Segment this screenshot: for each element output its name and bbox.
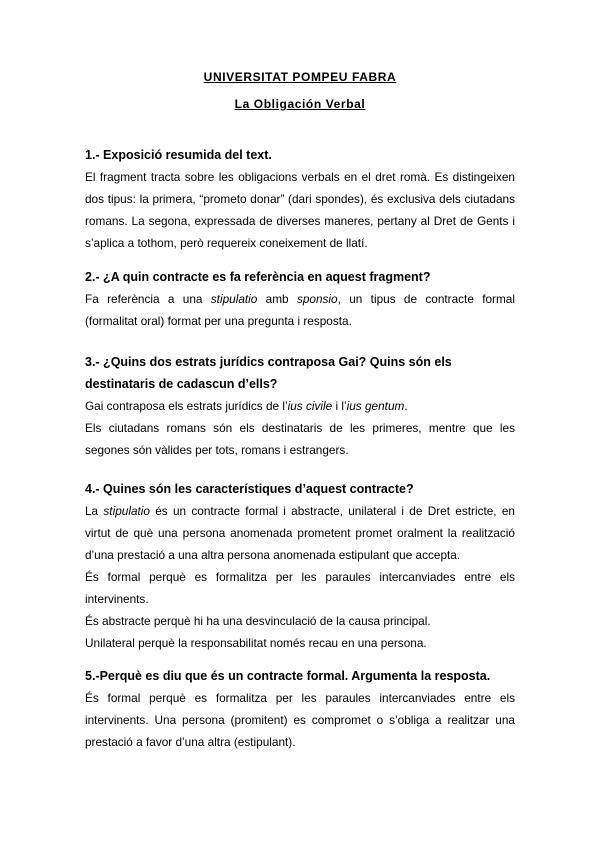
section-3-para-1 xyxy=(85,395,515,417)
s3-term-ius-civile: ius civile xyxy=(287,399,333,413)
s2-term-stipulatio: stipulatio xyxy=(210,292,258,306)
section-4-para-3: És abstracte perquè hi ha una desvinculació de la causa principal. xyxy=(85,614,431,628)
s4-text-b: és un contracte formal i abstracte, unilateral i de Dret estricte, en virtut de què una persona anomenada prometent promet oralment la realització d’una prestació a una altra persona anomenada estipulant que accepta. xyxy=(85,504,515,562)
s3-text-a: Gai contraposa els estrats jurídics de l’ xyxy=(85,399,288,413)
section-4-heading: 4.- Quines són les característiques d’aquest contracte? xyxy=(85,482,414,496)
s2-text-b: amb xyxy=(257,292,297,306)
section-2-body xyxy=(85,288,515,332)
s3-text-c: . xyxy=(404,399,408,413)
section-1-heading: 1.- Exposició resumida del text. xyxy=(85,148,272,162)
university-title: UNIVERSITAT POMPEU FABRA xyxy=(203,70,397,84)
section-2 xyxy=(85,266,515,332)
section-3-heading: 3.- ¿Quins dos estrats jurídics contraposa Gai? Quins són els destinataris de cadascun d’ells? xyxy=(85,355,452,391)
section-1-body: El fragment tracta sobre les obligacions verbals en el dret romà. Es distingeixen dos tipus: la primera, “prometo donar” (dari spondes), és exclusiva dels ciutadans romans. La segona, expressada de diverses maneres, pertany al Dret de Gents i s’aplica a tothom, però requereix coneixement de llatí. xyxy=(85,170,515,250)
s3-term-ius-gentum: ius gentum xyxy=(346,399,405,413)
section-1 xyxy=(85,144,515,254)
section-4 xyxy=(85,478,515,654)
document-subtitle: La Obligación Verbal xyxy=(234,97,366,111)
s2-text-a: Fa referència a una xyxy=(85,292,211,306)
s2-text-c: , un tipus de contracte formal (formalitat oral) format per una pregunta i resposta. xyxy=(85,292,515,328)
section-4-para-2: És formal perquè es formalitza per les paraules intercanviades entre els intervinents. xyxy=(85,570,515,606)
section-5-heading: 5.-Perquè es diu que és un contracte formal. Argumenta la resposta. xyxy=(85,669,491,683)
section-5-body: És formal perquè es formalitza per les paraules intercanviades entre els intervinents. Una persona (promitent) es compromet o s’obliga a realitzar una prestació a favor d’una altra (estipulant). xyxy=(85,691,515,749)
section-4-para-4: Unilateral perquè la responsabilitat només recau en una persona. xyxy=(85,636,427,650)
section-2-heading: 2.- ¿A quin contracte es fa referència en aquest fragment? xyxy=(85,270,431,284)
section-3 xyxy=(85,351,515,461)
section-5 xyxy=(85,665,515,753)
section-4-para-1 xyxy=(85,500,515,566)
s2-term-sponsio: sponsio xyxy=(296,292,338,306)
s3-text-b: i l’ xyxy=(332,399,347,413)
section-3-para-2: Els ciutadans romans són els destinataris de les primeres, mentre que les segones són vàlides per tots, romans i estrangers. xyxy=(85,421,515,457)
s4-text-a: La xyxy=(85,504,104,518)
s4-term-stipulatio: stipulatio xyxy=(103,504,150,518)
